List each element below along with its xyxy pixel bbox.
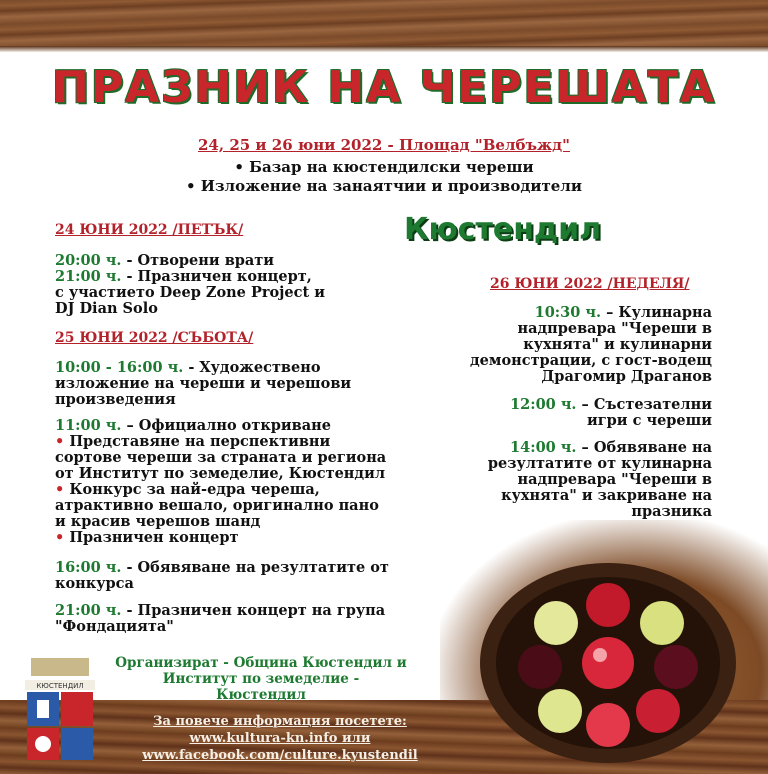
organizer-line: Кюстендил xyxy=(216,687,306,703)
event-time: 10:00 - 16:00 ч. xyxy=(55,359,184,376)
event xyxy=(55,253,385,269)
more-info xyxy=(130,713,430,764)
bullet-icon: • xyxy=(55,529,65,546)
event-line: кухнята" и кулинарни xyxy=(523,336,712,353)
event-text: - Обявяване на резултатите от xyxy=(126,559,389,576)
event-text: - Художествено xyxy=(188,359,321,376)
event-text: - Празничен концерт, xyxy=(126,268,312,285)
poster-title: ПРАЗНИК НА ЧЕРЕШАТА xyxy=(52,62,716,113)
event-line: празника xyxy=(631,503,712,520)
yellow-cherries xyxy=(538,689,582,733)
bullet-icon: • xyxy=(55,433,65,450)
wood-banner-top xyxy=(0,0,768,52)
info-heading: За повече информация посетете: xyxy=(153,714,407,729)
event-line: Представяне на перспективни xyxy=(69,433,331,450)
red-cherries xyxy=(586,703,630,747)
event-line: "Фондацията" xyxy=(55,618,174,635)
day2-event-4 xyxy=(55,603,435,635)
crest-flower xyxy=(35,736,51,752)
day2-event-2 xyxy=(55,418,445,546)
event-line: Конкурс за най-едра череша, xyxy=(69,481,320,498)
event-line: и красив черешов шанд xyxy=(55,513,261,530)
crest-crown xyxy=(31,658,89,676)
event-text: – Състезателни xyxy=(581,396,712,413)
info-link[interactable]: www.kultura-kn.info или xyxy=(189,731,371,746)
event-time: 11:00 ч. xyxy=(55,417,122,434)
event-line: конкурса xyxy=(55,575,134,592)
dark-cherries xyxy=(518,645,562,689)
red-cherries xyxy=(636,689,680,733)
event-text: – Официално откриване xyxy=(126,417,331,434)
event-line: произведения xyxy=(55,391,176,408)
day3-event-3 xyxy=(430,440,712,520)
event-line: надпревара "Череши в xyxy=(517,471,712,488)
day3-event-1 xyxy=(430,305,712,385)
highlight-item: • Базар на кюстендилски череши xyxy=(234,158,534,176)
event-line: надпревара "Череши в xyxy=(517,320,712,337)
info-link[interactable]: www.facebook.com/culture.kyustendil xyxy=(142,748,418,763)
cherry-platter-image xyxy=(478,555,738,765)
event-time: 20:00 ч. xyxy=(55,252,122,269)
crest-tower xyxy=(37,700,49,718)
event-line: от Институт по земеделие, Кюстендил xyxy=(55,465,386,482)
event-time: 16:00 ч. xyxy=(55,559,122,576)
dark-cherries xyxy=(654,645,698,689)
day1-header: 24 ЮНИ 2022 /ПЕТЪК/ xyxy=(55,222,244,238)
event-text: - Празничен концерт на група xyxy=(126,602,386,619)
event-time: 21:00 ч. xyxy=(55,602,122,619)
event-line: резултатите от кулинарна xyxy=(487,455,712,472)
organizers xyxy=(96,655,426,703)
cherry-highlight xyxy=(593,648,607,662)
event-line: кухнята" и закриване на xyxy=(501,487,712,504)
yellow-cherries xyxy=(640,601,684,645)
event-text: – Обявяване на xyxy=(581,439,712,456)
event-time: 14:00 ч. xyxy=(510,439,577,456)
crest-quarter xyxy=(61,692,93,726)
event-line: с участието Deep Zone Project и xyxy=(55,284,325,301)
event-line: демонстрации, с гост-водещ xyxy=(469,352,712,369)
crest-quarter xyxy=(61,728,93,760)
organizer-line: Организират - Община Кюстендил и xyxy=(115,655,407,671)
event-text: – Кулинарна xyxy=(606,304,712,321)
day2-header: 25 ЮНИ 2022 /СЪБОТА/ xyxy=(55,330,254,346)
dates-venue: 24, 25 и 26 юни 2022 - Площад "Велбъжд" xyxy=(198,136,570,154)
event-line: игри с череши xyxy=(587,412,712,429)
day2-event-3 xyxy=(55,560,435,592)
bullet-icon: • xyxy=(55,481,65,498)
event-line: Драгомир Драганов xyxy=(541,368,712,385)
day3-event-2 xyxy=(430,397,712,429)
event-time: 12:00 ч. xyxy=(510,396,577,413)
event-time: 10:30 ч. xyxy=(534,304,602,321)
day2-event-1 xyxy=(55,360,435,408)
day1-events xyxy=(55,253,385,317)
event-text: - Отворени врати xyxy=(126,252,275,269)
event-line: Празничен концерт xyxy=(69,529,239,546)
event-line: сортове череши за страната и региона xyxy=(55,449,387,466)
day3-header: 26 ЮНИ 2022 /НЕДЕЛЯ/ xyxy=(490,276,690,292)
event-time: 21:00 ч. xyxy=(55,268,122,285)
city-name: Кюстендил xyxy=(404,212,602,247)
center-cherries xyxy=(582,637,634,689)
yellow-cherries xyxy=(534,601,578,645)
red-cherries xyxy=(586,583,630,627)
event-line: атрактивно вешало, оригинално пано xyxy=(55,497,379,514)
event-line: DJ Dian Solo xyxy=(55,300,158,317)
kyustendil-crest-icon xyxy=(25,658,95,762)
highlight-item: • Изложение на занаятчии и производители xyxy=(185,177,583,195)
cherry-groups xyxy=(518,583,698,747)
event xyxy=(55,269,385,285)
organizer-line: Институт по земеделие - xyxy=(162,671,360,687)
highlights xyxy=(0,158,768,196)
crest-label: КЮСТЕНДИЛ xyxy=(36,682,84,690)
event-line: изложение на череши и черешови xyxy=(55,375,352,392)
